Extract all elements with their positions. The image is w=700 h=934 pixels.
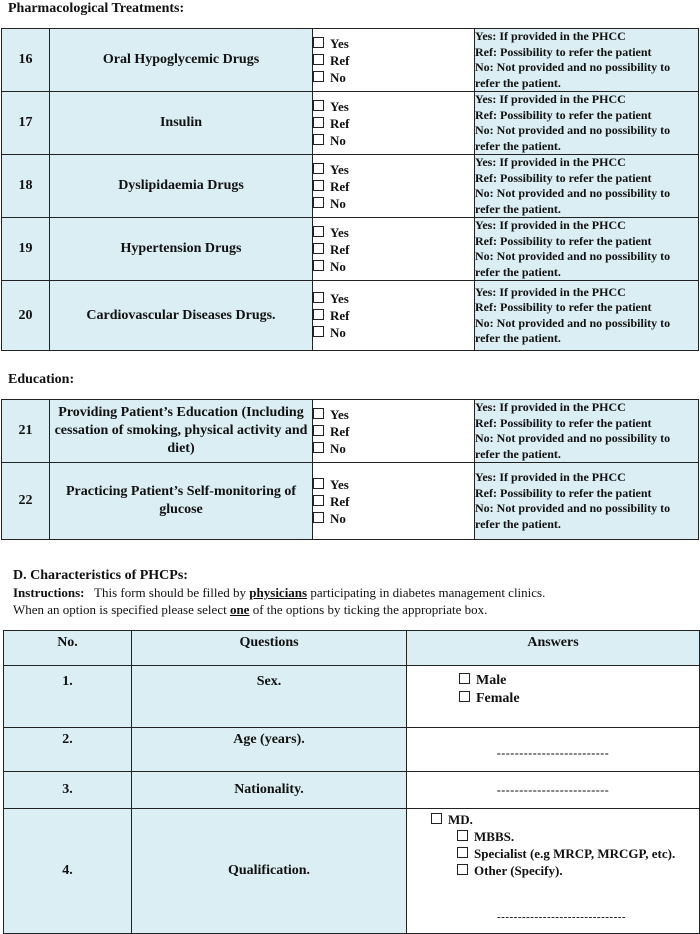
row-legend bbox=[475, 400, 699, 463]
option-ref-label: Ref bbox=[330, 115, 350, 131]
option-no[interactable] bbox=[313, 258, 474, 275]
treatment-row bbox=[2, 463, 699, 540]
legend-no: No: Not provided and no possibility to refer the patient. bbox=[475, 249, 671, 279]
nationality-answer-field[interactable]: ------------------------- bbox=[407, 772, 700, 809]
row-number: 16 bbox=[2, 29, 50, 92]
option-ref-label: Ref bbox=[330, 178, 350, 194]
phcp-row-qualification bbox=[4, 809, 700, 934]
checkbox-icon[interactable] bbox=[313, 163, 324, 174]
phcp-row-nationality bbox=[4, 772, 700, 809]
header-questions: Questions bbox=[132, 631, 407, 666]
option-ref-label: Ref bbox=[330, 52, 350, 68]
row-item: Oral Hypoglycemic Drugs bbox=[50, 29, 313, 92]
qualification-option-md-label: MD. bbox=[448, 812, 473, 827]
option-yes-label: Yes bbox=[330, 291, 349, 306]
treatment-row bbox=[2, 281, 699, 351]
option-ref-label: Ref bbox=[330, 308, 350, 323]
option-yes-label: Yes bbox=[330, 161, 349, 177]
treatment-row bbox=[2, 92, 699, 155]
checkbox-icon[interactable] bbox=[313, 134, 324, 145]
legend-ref: Ref: Possibility to refer the patient bbox=[475, 233, 652, 248]
option-no-label: No bbox=[330, 510, 346, 526]
row-number: 20 bbox=[2, 281, 50, 351]
qualification-option-other-label: Other (Specify). bbox=[474, 863, 563, 878]
row-options bbox=[313, 92, 475, 155]
instructions-line-1 bbox=[13, 584, 545, 601]
sex-option-male[interactable] bbox=[459, 672, 699, 690]
row-number: 21 bbox=[2, 400, 50, 463]
option-yes-label: Yes bbox=[330, 35, 349, 51]
phcp-row-sex bbox=[4, 666, 700, 728]
option-yes[interactable] bbox=[313, 161, 474, 178]
legend-yes: Yes: If provided in the PHCC bbox=[475, 470, 626, 484]
checkbox-icon[interactable] bbox=[313, 197, 324, 208]
education-table bbox=[1, 399, 699, 540]
q4-question: Qualification. bbox=[132, 809, 407, 934]
checkbox-icon[interactable] bbox=[313, 512, 324, 523]
row-number: 18 bbox=[2, 155, 50, 218]
q3-number: 3. bbox=[4, 772, 132, 809]
checkbox-icon[interactable] bbox=[313, 408, 324, 419]
option-yes[interactable] bbox=[313, 35, 474, 52]
checkbox-icon[interactable] bbox=[313, 260, 324, 271]
checkbox-icon[interactable] bbox=[313, 117, 324, 128]
legend-ref: Ref: Possibility to refer the patient bbox=[475, 107, 652, 122]
checkbox-icon[interactable] bbox=[459, 691, 470, 702]
q1-question: Sex. bbox=[132, 666, 407, 728]
checkbox-icon[interactable] bbox=[313, 309, 324, 320]
sex-option-female[interactable] bbox=[459, 690, 699, 708]
legend-yes: Yes: If provided in the PHCC bbox=[475, 284, 626, 299]
row-number: 17 bbox=[2, 92, 50, 155]
qualification-option-specialist[interactable] bbox=[431, 845, 699, 862]
phcp-table bbox=[3, 630, 700, 934]
checkbox-icon[interactable] bbox=[313, 425, 324, 436]
legend-no: No: Not provided and no possibility to refer the patient. bbox=[475, 501, 671, 531]
row-legend bbox=[475, 92, 699, 155]
option-no-label: No bbox=[330, 258, 346, 274]
sex-option-male-label: Male bbox=[476, 673, 507, 688]
treatment-row bbox=[2, 29, 699, 92]
checkbox-icon[interactable] bbox=[313, 243, 324, 254]
row-legend bbox=[475, 281, 699, 351]
q1-answer bbox=[407, 666, 700, 728]
option-no-label: No bbox=[330, 132, 346, 148]
checkbox-icon[interactable] bbox=[313, 495, 324, 506]
qualification-specify-field[interactable]: ------------------------------- bbox=[497, 911, 627, 923]
legend-ref: Ref: Possibility to refer the patient bbox=[475, 300, 652, 314]
checkbox-icon[interactable] bbox=[457, 830, 468, 841]
legend-no: No: Not provided and no possibility to refer the patient. bbox=[475, 123, 671, 153]
sex-option-female-label: Female bbox=[476, 691, 520, 706]
checkbox-icon[interactable] bbox=[459, 673, 470, 684]
option-ref[interactable] bbox=[313, 423, 474, 440]
q3-question: Nationality. bbox=[132, 772, 407, 809]
row-legend bbox=[475, 218, 699, 281]
checkbox-icon[interactable] bbox=[313, 71, 324, 82]
pharm-table bbox=[1, 28, 699, 351]
legend-no: No: Not provided and no possibility to refer the patient. bbox=[475, 431, 671, 461]
q2-question: Age (years). bbox=[132, 728, 407, 772]
section-d-heading: D. Characteristics of PHCPs: bbox=[13, 568, 188, 583]
row-options bbox=[313, 281, 475, 351]
option-no-label: No bbox=[330, 440, 346, 456]
checkbox-icon[interactable] bbox=[313, 54, 324, 65]
qualification-option-other[interactable] bbox=[431, 862, 699, 879]
option-yes-label: Yes bbox=[330, 98, 349, 114]
option-no[interactable] bbox=[313, 195, 474, 212]
option-ref-label: Ref bbox=[330, 493, 350, 509]
row-item: Insulin bbox=[50, 92, 313, 155]
treatment-row bbox=[2, 400, 699, 463]
checkbox-icon[interactable] bbox=[313, 37, 324, 48]
option-no-label: No bbox=[330, 325, 346, 340]
option-no[interactable] bbox=[313, 324, 474, 341]
pharm-heading: Pharmacological Treatments: bbox=[8, 1, 185, 16]
instructions-label: Instructions: bbox=[13, 585, 85, 600]
row-item: Hypertension Drugs bbox=[50, 218, 313, 281]
option-yes[interactable] bbox=[313, 406, 474, 423]
checkbox-icon[interactable] bbox=[313, 442, 324, 453]
legend-ref: Ref: Possibility to refer the patient bbox=[475, 170, 652, 185]
option-no[interactable] bbox=[313, 132, 474, 149]
row-item: Providing Patient’s Education (Including cessation of smoking, physical activity and diet) bbox=[50, 400, 313, 463]
education-heading: Education: bbox=[8, 372, 75, 387]
instructions-emphasis-physicians: physicians bbox=[249, 585, 308, 600]
option-ref[interactable] bbox=[313, 493, 474, 510]
treatment-row bbox=[2, 218, 699, 281]
qualification-option-specialist-label: Specialist (e.g MRCP, MRCGP, etc). bbox=[474, 846, 676, 861]
option-yes[interactable] bbox=[313, 290, 474, 307]
header-answers: Answers bbox=[407, 631, 700, 666]
checkbox-icon[interactable] bbox=[457, 864, 468, 875]
phcp-row-age bbox=[4, 728, 700, 772]
option-yes[interactable] bbox=[313, 98, 474, 115]
row-item: Dyslipidaemia Drugs bbox=[50, 155, 313, 218]
option-ref[interactable] bbox=[313, 178, 474, 195]
option-yes[interactable] bbox=[313, 476, 474, 493]
row-legend bbox=[475, 29, 699, 92]
option-ref[interactable] bbox=[313, 241, 474, 258]
qualification-option-md[interactable] bbox=[431, 811, 699, 828]
option-ref[interactable] bbox=[313, 115, 474, 132]
option-ref[interactable] bbox=[313, 307, 474, 324]
legend-yes: Yes: If provided in the PHCC bbox=[475, 92, 626, 106]
header-no: No. bbox=[4, 631, 132, 666]
treatment-row bbox=[2, 155, 699, 218]
q4-answer bbox=[407, 809, 700, 934]
option-no[interactable] bbox=[313, 510, 474, 527]
row-options bbox=[313, 155, 475, 218]
option-yes[interactable] bbox=[313, 224, 474, 241]
option-yes-label: Yes bbox=[330, 224, 349, 240]
legend-ref: Ref: Possibility to refer the patient bbox=[475, 485, 652, 500]
option-no[interactable] bbox=[313, 69, 474, 86]
row-options bbox=[313, 463, 475, 540]
qualification-option-mbbs-label: MBBS. bbox=[474, 829, 515, 844]
q1-number: 1. bbox=[4, 666, 132, 728]
row-item: Cardiovascular Diseases Drugs. bbox=[50, 281, 313, 351]
instructions-line-2 bbox=[13, 601, 487, 618]
instructions-text-2c: of the options by ticking the appropriate box. bbox=[252, 602, 488, 617]
row-legend bbox=[475, 155, 699, 218]
option-yes-label: Yes bbox=[330, 406, 349, 422]
legend-ref: Ref: Possibility to refer the patient bbox=[475, 415, 652, 430]
checkbox-icon[interactable] bbox=[313, 326, 324, 337]
row-options bbox=[313, 400, 475, 463]
qualification-option-mbbs[interactable] bbox=[431, 828, 699, 845]
legend-no: No: Not provided and no possibility to refer the patient. bbox=[475, 186, 671, 216]
checkbox-icon[interactable] bbox=[313, 478, 324, 489]
legend-no: No: Not provided and no possibility to refer the patient. bbox=[475, 315, 671, 345]
instructions-text-2a: When an option is specified please select bbox=[13, 602, 227, 617]
age-answer-field[interactable]: ------------------------- bbox=[407, 728, 700, 772]
option-yes-label: Yes bbox=[330, 476, 349, 492]
checkbox-icon[interactable] bbox=[457, 847, 468, 858]
option-no-label: No bbox=[330, 69, 346, 85]
q4-number: 4. bbox=[4, 809, 132, 934]
row-legend bbox=[475, 463, 699, 540]
checkbox-icon[interactable] bbox=[313, 180, 324, 191]
option-ref-label: Ref bbox=[330, 241, 350, 257]
option-ref[interactable] bbox=[313, 52, 474, 69]
option-no[interactable] bbox=[313, 440, 474, 457]
option-ref-label: Ref bbox=[330, 423, 350, 439]
instructions-text-a: This form should be filled by bbox=[94, 585, 247, 600]
legend-yes: Yes: If provided in the PHCC bbox=[475, 155, 626, 169]
checkbox-icon[interactable] bbox=[313, 100, 324, 111]
row-options bbox=[313, 29, 475, 92]
checkbox-icon[interactable] bbox=[313, 292, 324, 303]
instructions-text-c: participating in diabetes management clinics. bbox=[310, 585, 546, 600]
checkbox-icon[interactable] bbox=[313, 226, 324, 237]
row-options bbox=[313, 218, 475, 281]
legend-yes: Yes: If provided in the PHCC bbox=[475, 29, 626, 43]
legend-no: No: Not provided and no possibility to refer the patient. bbox=[475, 60, 671, 90]
q2-number: 2. bbox=[4, 728, 132, 772]
phcp-header-row bbox=[4, 631, 700, 666]
legend-yes: Yes: If provided in the PHCC bbox=[475, 400, 626, 414]
checkbox-icon[interactable] bbox=[431, 813, 442, 824]
instructions-emphasis-one: one bbox=[229, 602, 250, 617]
legend-yes: Yes: If provided in the PHCC bbox=[475, 218, 626, 232]
option-no-label: No bbox=[330, 195, 346, 211]
row-number: 19 bbox=[2, 218, 50, 281]
row-item: Practicing Patient’s Self-monitoring of glucose bbox=[50, 463, 313, 540]
row-number: 22 bbox=[2, 463, 50, 540]
legend-ref: Ref: Possibility to refer the patient bbox=[475, 44, 652, 59]
